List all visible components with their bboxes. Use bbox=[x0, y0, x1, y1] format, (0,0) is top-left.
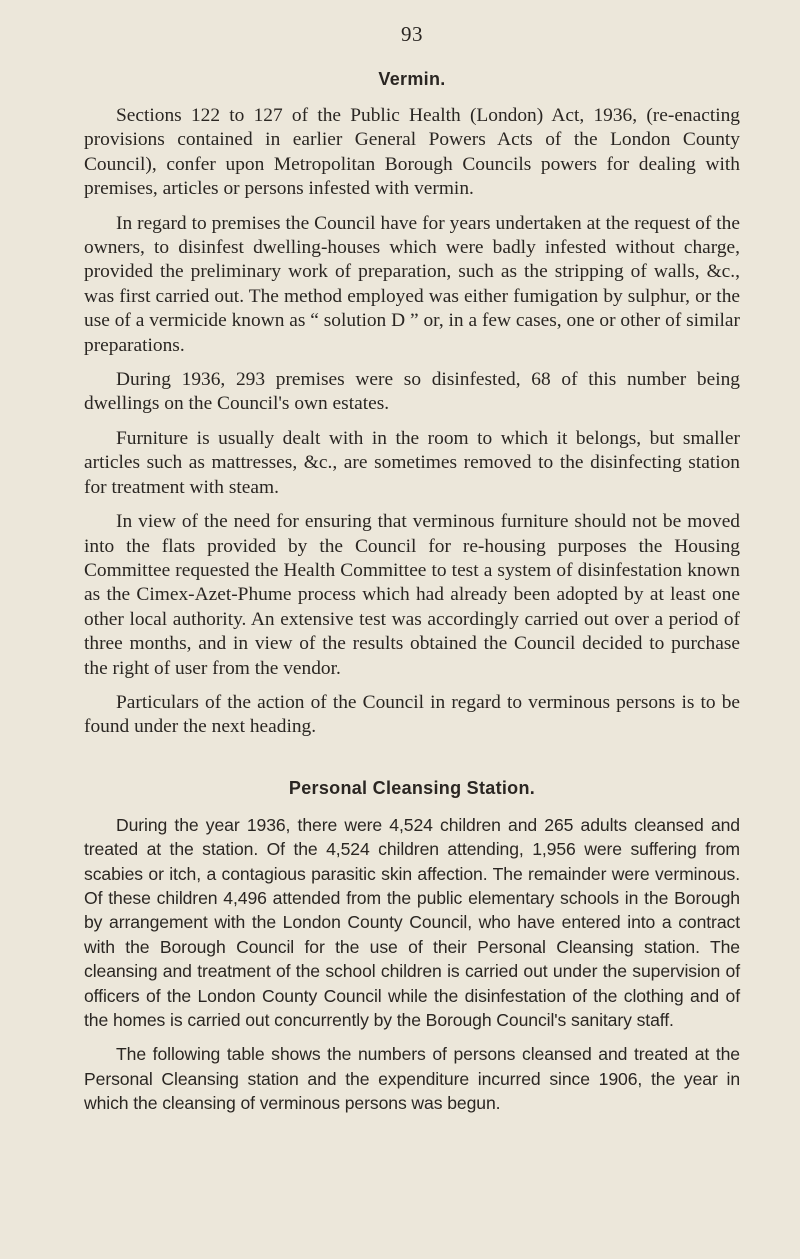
paragraph: During the year 1936, there were 4,524 children and 265 adults cleansed and treated at the station. Of the 4,524 children attending, 1,956 were suffering from scabies or itch, a contagious parasitic skin affection. The remainder were verminous. Of these children 4,496 attended from the public elementary schools in the Borough by arrangement with the London County Council, who have entered into a contract with the Borough Council for the use of their Personal Cleansing station. The cleansing and treatment of the school children is carried out under the supervision of officers of the London County Council while the disinfestation of the clothing and of the homes is carried out concurrently by the Borough Council's sanitary staff. bbox=[84, 814, 740, 1030]
paragraph: Furniture is usually dealt with in the room to which it belongs, but smaller articles such as mattresses, &c., are sometimes removed to the disinfecting station for treatment with steam. bbox=[84, 427, 740, 498]
section-personal-cleansing-station bbox=[84, 778, 740, 1116]
page-number: 93 bbox=[401, 22, 423, 46]
section-heading-personal-cleansing-station: Personal Cleansing Station. bbox=[288, 777, 536, 798]
section-heading-vermin: Vermin. bbox=[378, 69, 446, 89]
paragraph: Sections 122 to 127 of the Public Health (London) Act, 1936, (re-enacting provisions contained in earlier General Powers Acts of the London County Council), confer upon Metropolitan Borough Councils powers for dealing with premises, articles or persons infested with vermin. bbox=[84, 105, 740, 200]
paragraph: In regard to premises the Council have for years undertaken at the request of the owners, to disinfest dwelling-houses which were badly infested without charge, provided the preliminary work of preparation, such as the stripping of walls, &c., was first carried out. The method employed was either fumigation by sulphur, or the use of a vermicide known as “ solution D ” or, in a few cases, one or other of similar preparations. bbox=[84, 212, 740, 356]
paragraph: During 1936, 293 premises were so disinfested, 68 of this number being dwellings on the Council's own estates. bbox=[84, 369, 740, 415]
document-page bbox=[84, 22, 740, 1126]
section-vermin bbox=[84, 69, 740, 740]
paragraph: In view of the need for ensuring that verminous furniture should not be moved into the flats provided by the Council for re-housing purposes the Housing Committee requested the Health Committee to test a system of disinfestation known as the Cimex-Azet-Phume process which had already been adopted by at least one other local authority. An extensive test was accordingly carried out over a period of three months, and in view of the results obtained the Council decided to purchase the right of user from the vendor. bbox=[84, 511, 740, 679]
paragraph: Particulars of the action of the Council in regard to verminous persons is to be found under the next heading. bbox=[84, 691, 740, 738]
paragraph: The following table shows the numbers of persons cleansed and treated at the Personal Cleansing station and the expenditure incurred since 1906, the year in which the cleansing of verminous persons was begun. bbox=[84, 1044, 740, 1114]
